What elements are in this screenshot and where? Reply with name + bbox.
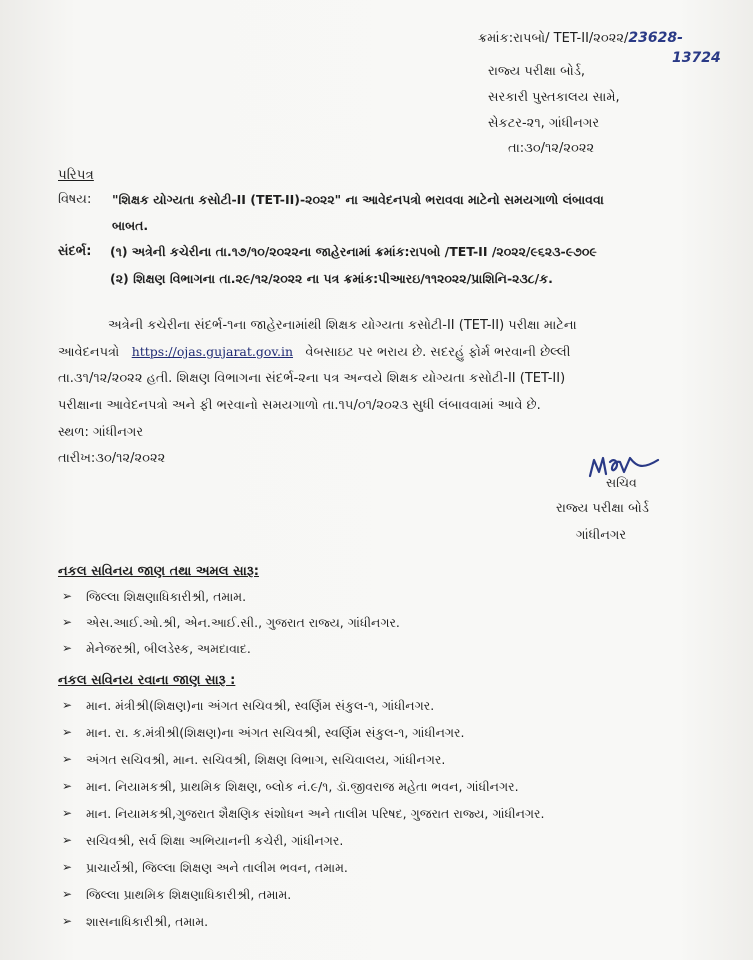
letter-date: તા:૩૦/૧૨/૨૦૨૨ [508, 141, 595, 156]
office-city-line: સેકટર-૨૧, ગાંધીનગર [488, 116, 600, 131]
body-line-3: તા.૩૧/૧૨/૨૦૨૨ હતી. શિક્ષણ વિભાગના સંદર્ભ-૨ના પત્ર અન્વયે શિક્ષક યોગ્યતા કસોટી-II (TET-II) [58, 371, 566, 386]
body-line-2-end: વેબસાઇટ પર ભરાય છે. સદરહું ફોર્મ ભરવાની છેલ્લી [305, 345, 571, 360]
signatory-city: ગાંધીનગર [576, 528, 627, 543]
list-item: ➢ જિલ્લા શિક્ષણાધિકારીશ્રી, તમામ. [62, 589, 400, 615]
body-line-1: અત્રેની કચેરીના સંદર્ભ-૧ના જાહેરનામાંથી શિક્ષક યોગ્યતા કસોટી-II (TET-II) પરીક્ષા માટેના [108, 318, 577, 333]
document-date: તારીખ:૩૦/૧૨/૨૦૨૨ [58, 451, 166, 466]
list-item: ➢ જિલ્લા પ્રાથમિક શિક્ષણાધિકારીશ્રી, તમામ. [62, 887, 544, 914]
reference-label: સંદર્ભ: [58, 244, 92, 259]
list-item: ➢ માન. નિયામકશ્રી, પ્રાથમિક શિક્ષણ, બ્લોક નં.૯/૧, ડૉ.જીવરાજ મહેતા ભવન, ગાંધીનગર. [62, 779, 544, 806]
signatory-title: સચિવ [606, 475, 637, 490]
list-item: ➢ અંગત સચિવશ્રી, માન. સચિવશ્રી, શિક્ષણ વિભાગ, સચિવાલય, ગાંધીનગર. [62, 752, 544, 779]
ojas-website-link[interactable]: https://ojas.gujarat.gov.in [131, 344, 294, 359]
list-item: ➢ મેનેજરશ્રી, બીલડેસ્ક, અમદાવાદ. [62, 641, 400, 667]
reference-item-2: (૨) શિક્ષણ વિભાગના તા.૨૯/૧૨/૨૦૨૨ ના પત્ર ક્રમાંક:પીઆરઇ/૧૧૨૦૨૨/પ્રાશિનિ-૨૩૮/ક. [110, 271, 553, 286]
office-address-line: સરકારી પુસ્તકાલય સામે, [488, 90, 620, 105]
copy-action-heading: નકલ સવિનય જાણ તથા અમલ સારૂ: [58, 564, 259, 579]
body-line-2 [58, 339, 570, 366]
subject-label: વિષય: [58, 192, 92, 207]
office-name: રાજ્ય પરીક્ષા બોર્ડ, [488, 64, 586, 79]
list-item: ➢ પ્રાચાર્યશ્રી, જિલ્લા શિક્ષણ અને તાલીમ ભવન, તમામ. [62, 860, 544, 887]
list-item: ➢ માન. રા. ક.મંત્રીશ્રી(શિક્ષણ)ના અંગત સચિવશ્રી, સ્વર્ણિમ સંકુલ-૧, ગાંધીનગર. [62, 725, 544, 752]
list-item: ➢ એસ.આઈ.ઓ.શ્રી, એન.આઈ.સી., ગુજરાત રાજ્ય, ગાંધીનગર. [62, 615, 400, 641]
list-item: ➢ માન. મંત્રીશ્રી(શિક્ષણ)ના અંગત સચિવશ્રી, સ્વર્ણિમ સંકુલ-૧, ગાંધીનગર. [62, 698, 544, 725]
reference-item-1: (૧) અત્રેની કચેરીના તા.૧૭/૧૦/૨૦૨૨ના જાહેરનામાં ક્રમાંક:રાપબો /TET-II /૨૦૨૨/૯૬૨૩-૯૭૦૯ [110, 244, 597, 259]
copy-forward-list [62, 698, 544, 941]
copy-forward-heading: નકલ સવિનય રવાના જાણ સારૂ : [58, 673, 236, 688]
handwritten-reference-2: 13724 [672, 50, 721, 66]
body-line-4: પરીક્ષાના આવેદનપત્રો અને ફી ભરવાનો સમયગાળો તા.૧૫/૦૧/૨૦૨૩ સુધી લંબાવવામાં આવે છે. [58, 398, 541, 413]
list-item: ➢ માન. નિયામકશ્રી,ગુજરાત શૈક્ષણિક સંશોધન અને તાલીમ પરિષદ, ગુજરાત રાજ્ય, ગાંધીનગર. [62, 806, 544, 833]
list-item: ➢ સચિવશ્રી, સર્વ શિક્ષા અભિયાનની કચેરી, ગાંધીનગર. [62, 833, 544, 860]
reference-prefix: ક્રમાંક:રાપબો/ TET-II/૨૦૨૨/ [478, 31, 629, 46]
body-line-2-start: આવેદનપત્રો [58, 345, 120, 360]
copy-action-list [62, 589, 400, 667]
subject-line: "શિક્ષક યોગ્યતા કસોટી-II (TET-II)-૨૦૨૨" ના આવેદનપત્રો ભરાવવા માટેનો સમયગાળો લંબાવવા [112, 192, 604, 207]
reference-number [478, 30, 683, 46]
signatory-organization: રાજ્ય પરીક્ષા બોર્ડ [556, 501, 649, 516]
list-item: ➢ શાસનાધિકારીશ્રી, તમામ. [62, 914, 544, 941]
place: સ્થળ: ગાંધીનગર [58, 425, 144, 440]
subject-line-continued: બાબત. [112, 218, 149, 233]
handwritten-reference-1: 23628- [628, 30, 683, 46]
document-title: પરિપત્ર [58, 167, 94, 183]
